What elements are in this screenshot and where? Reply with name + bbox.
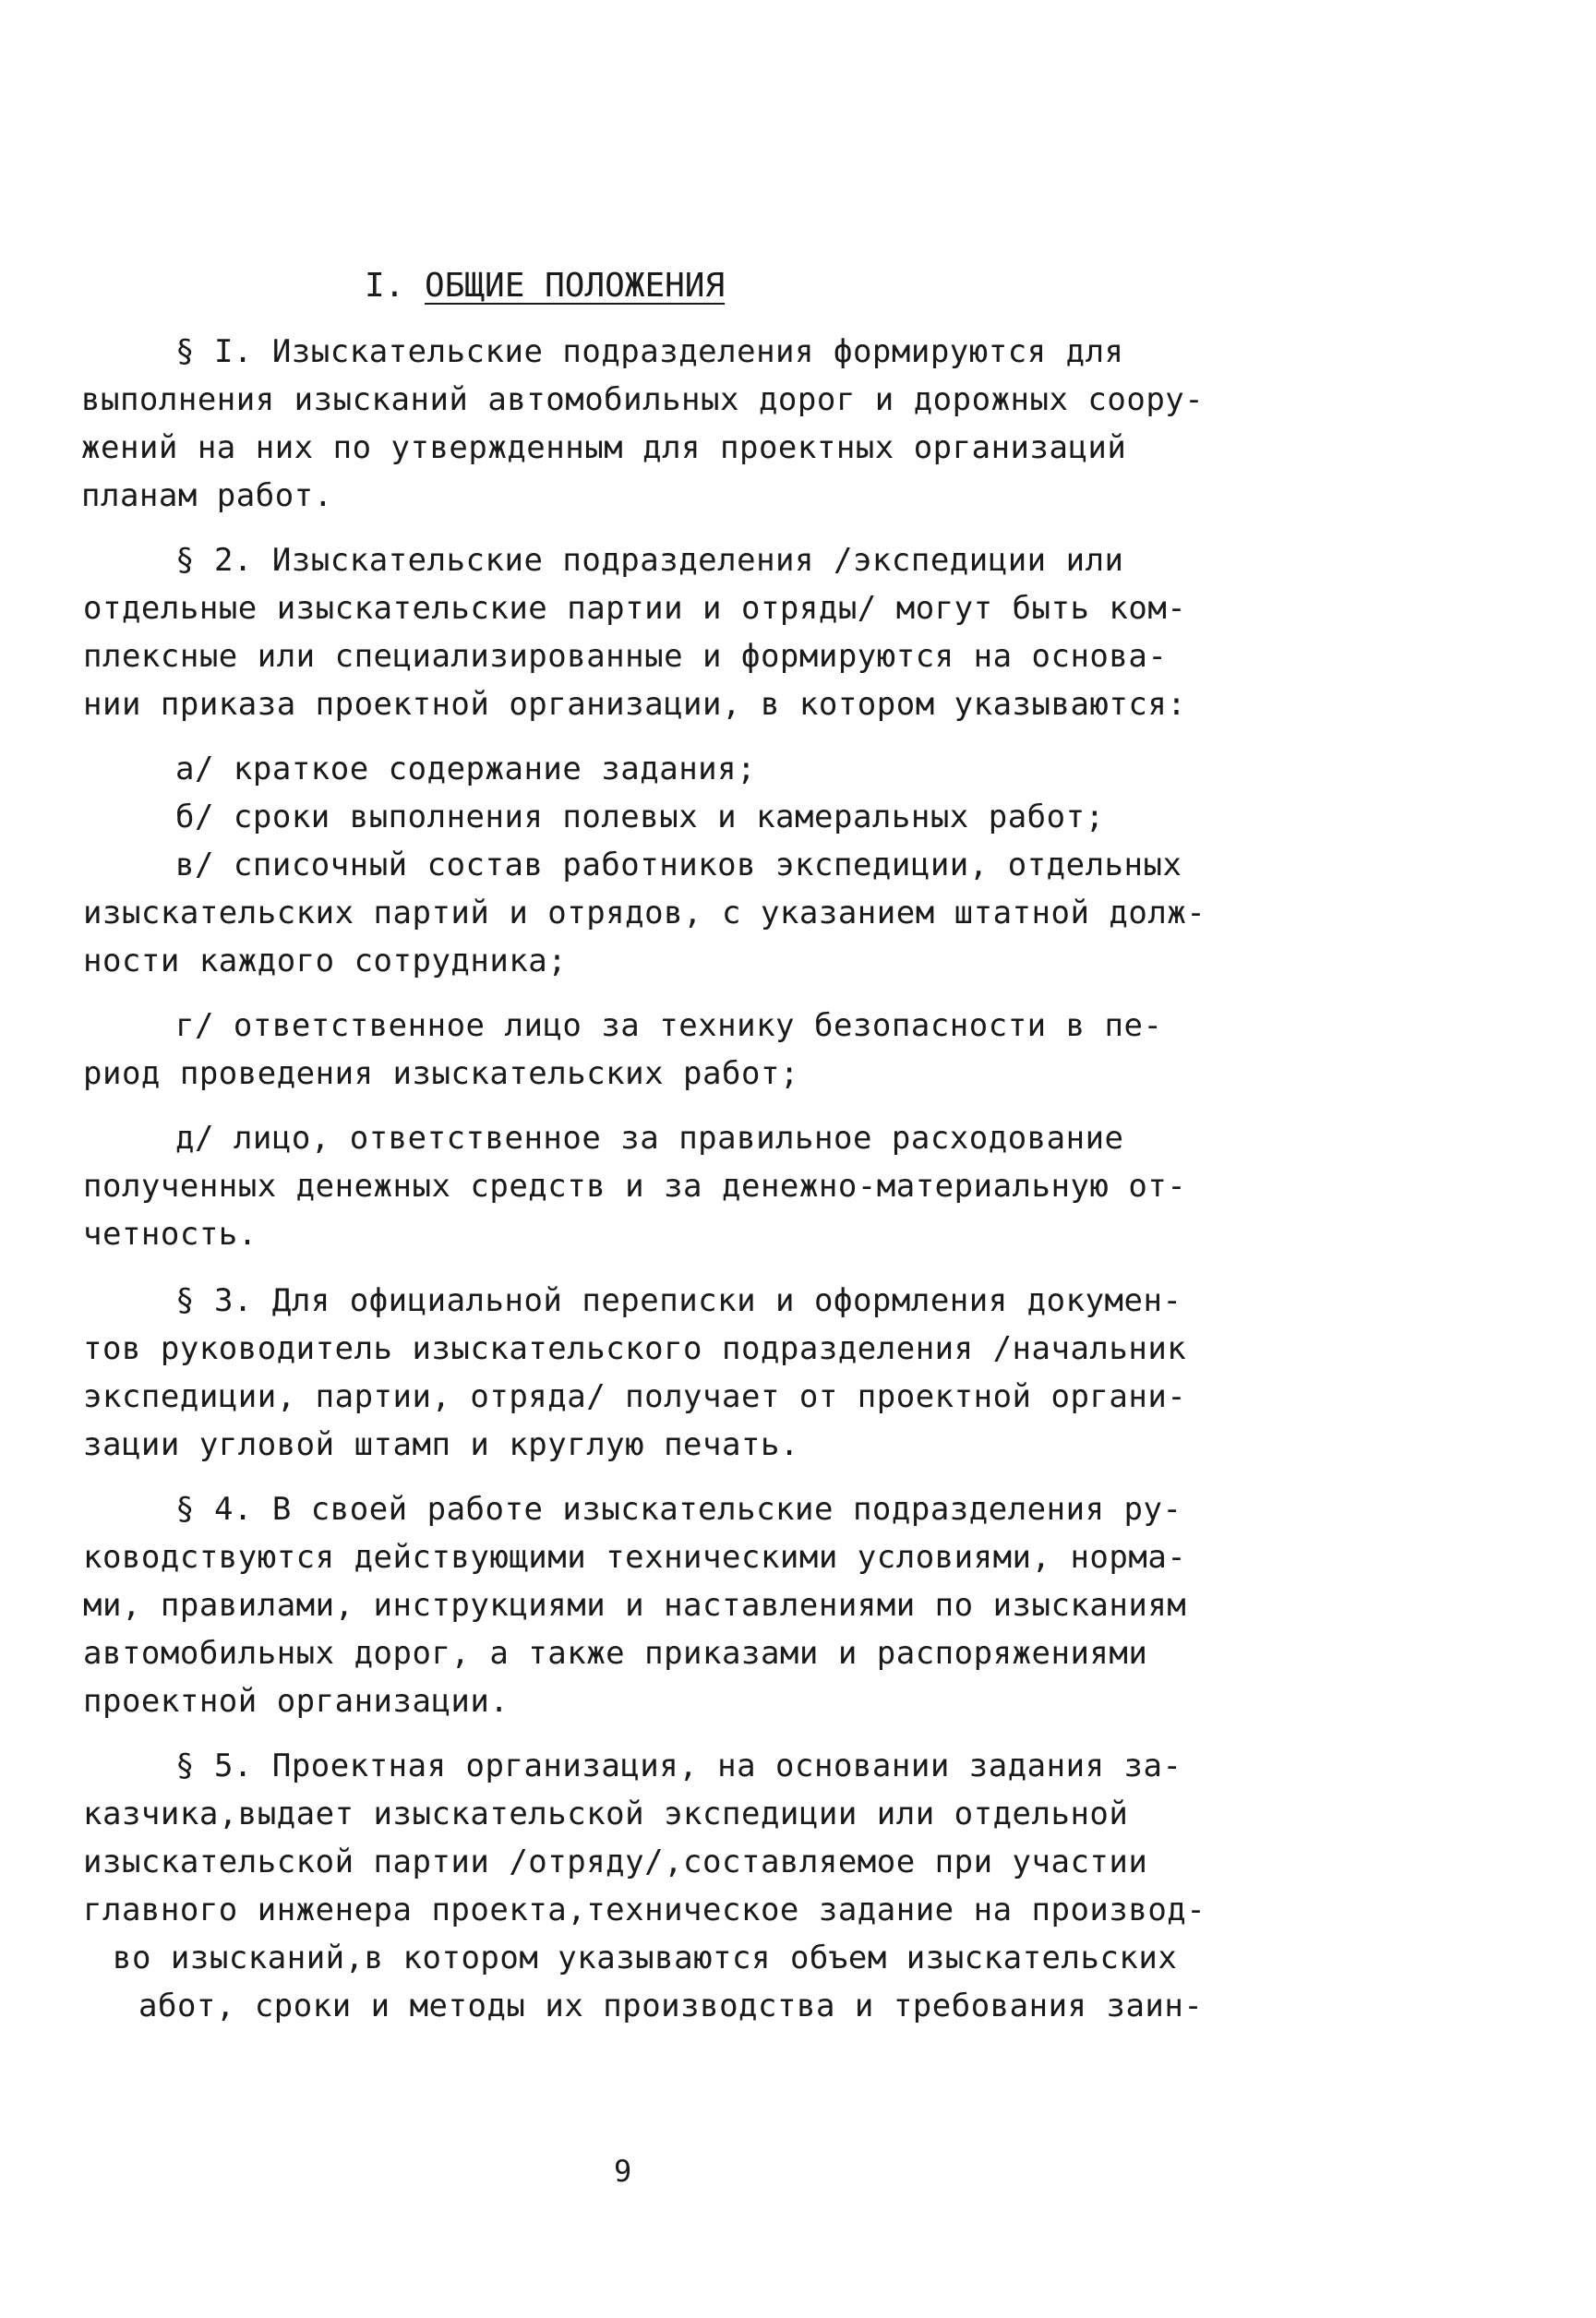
text-line: отдельные изыскательские партии и отряды/ могут быть ком- (83, 590, 1187, 627)
text-line: § 5. Проектная организация, на основании задания за- (175, 1748, 1182, 1784)
section-title: ОБЩИЕ ПОЛОЖЕНИЯ (425, 267, 726, 305)
text-line: экспедиции, партии, отряда/ получает от проектной органи- (83, 1378, 1187, 1415)
list-item: в/ списочный состав работников экспедиции, отдельных (175, 847, 1182, 883)
text-line: ководствуются действующими техническими условиями, норма- (83, 1539, 1187, 1576)
text-line: во изысканий,в котором указываются объем изыскательских (113, 1940, 1178, 1976)
text-line: плексные или специализированные и формируются на основа- (83, 638, 1168, 675)
text-line: риод проведения изыскательских работ; (83, 1055, 799, 1092)
text-line: § 2. Изыскательские подразделения /экспедиции или (175, 542, 1124, 579)
text-line: ности каждого сотрудника; (83, 943, 568, 979)
text-line: ми, правилами, инструкциями и наставлениями по изысканиям (83, 1587, 1187, 1624)
text-line: тов руководитель изыскательского подразделения /начальник (83, 1330, 1187, 1367)
text-line: проектной организации. (83, 1683, 510, 1720)
list-item: б/ сроки выполнения полевых и камеральных работ; (175, 799, 1105, 835)
text-line: изыскательской партии /отряду/,составляемое при участии (83, 1844, 1148, 1880)
text-line: выполнения изысканий автомобильных дорог и дорожных соору- (81, 381, 1205, 418)
list-item: а/ краткое содержание задания; (175, 751, 757, 787)
text-line: § 4. В своей работе изыскательские подразделения ру- (175, 1491, 1182, 1528)
text-line: планам работ. (81, 477, 333, 514)
text-line: изыскательских партий и отрядов, с указанием штатной долж- (83, 895, 1206, 931)
text-line: жений на них по утвержденным для проектных организаций (81, 429, 1127, 466)
text-line: полученных денежных средств и за денежно-материальную от- (83, 1168, 1187, 1205)
text-line: четность. (83, 1216, 258, 1253)
page-number: 9 (614, 2154, 632, 2189)
text-line: нии приказа проектной организации, в котором указываются: (83, 686, 1187, 723)
text-line: зации угловой штамп и круглую печать. (83, 1426, 799, 1463)
text-line: казчика,выдает изыскательской экспедиции или отдельной (83, 1796, 1129, 1832)
list-item: д/ лицо, ответственное за правильное расходование (175, 1120, 1124, 1157)
text-line: § I. Изыскательские подразделения формируются для (175, 333, 1124, 370)
text-line: главного инженера проекта,техническое задание на производ- (83, 1892, 1206, 1928)
section-heading (365, 267, 726, 305)
section-number: I. (365, 267, 426, 305)
text-line: абот, сроки и методы их производства и требования заин- (138, 1988, 1204, 2024)
text-line: автомобильных дорог, а также приказами и распоряжениями (83, 1635, 1148, 1672)
list-item: г/ ответственное лицо за технику безопасности в пе- (175, 1007, 1163, 1044)
text-line: § 3. Для официальной переписки и оформления докумен- (175, 1282, 1182, 1319)
